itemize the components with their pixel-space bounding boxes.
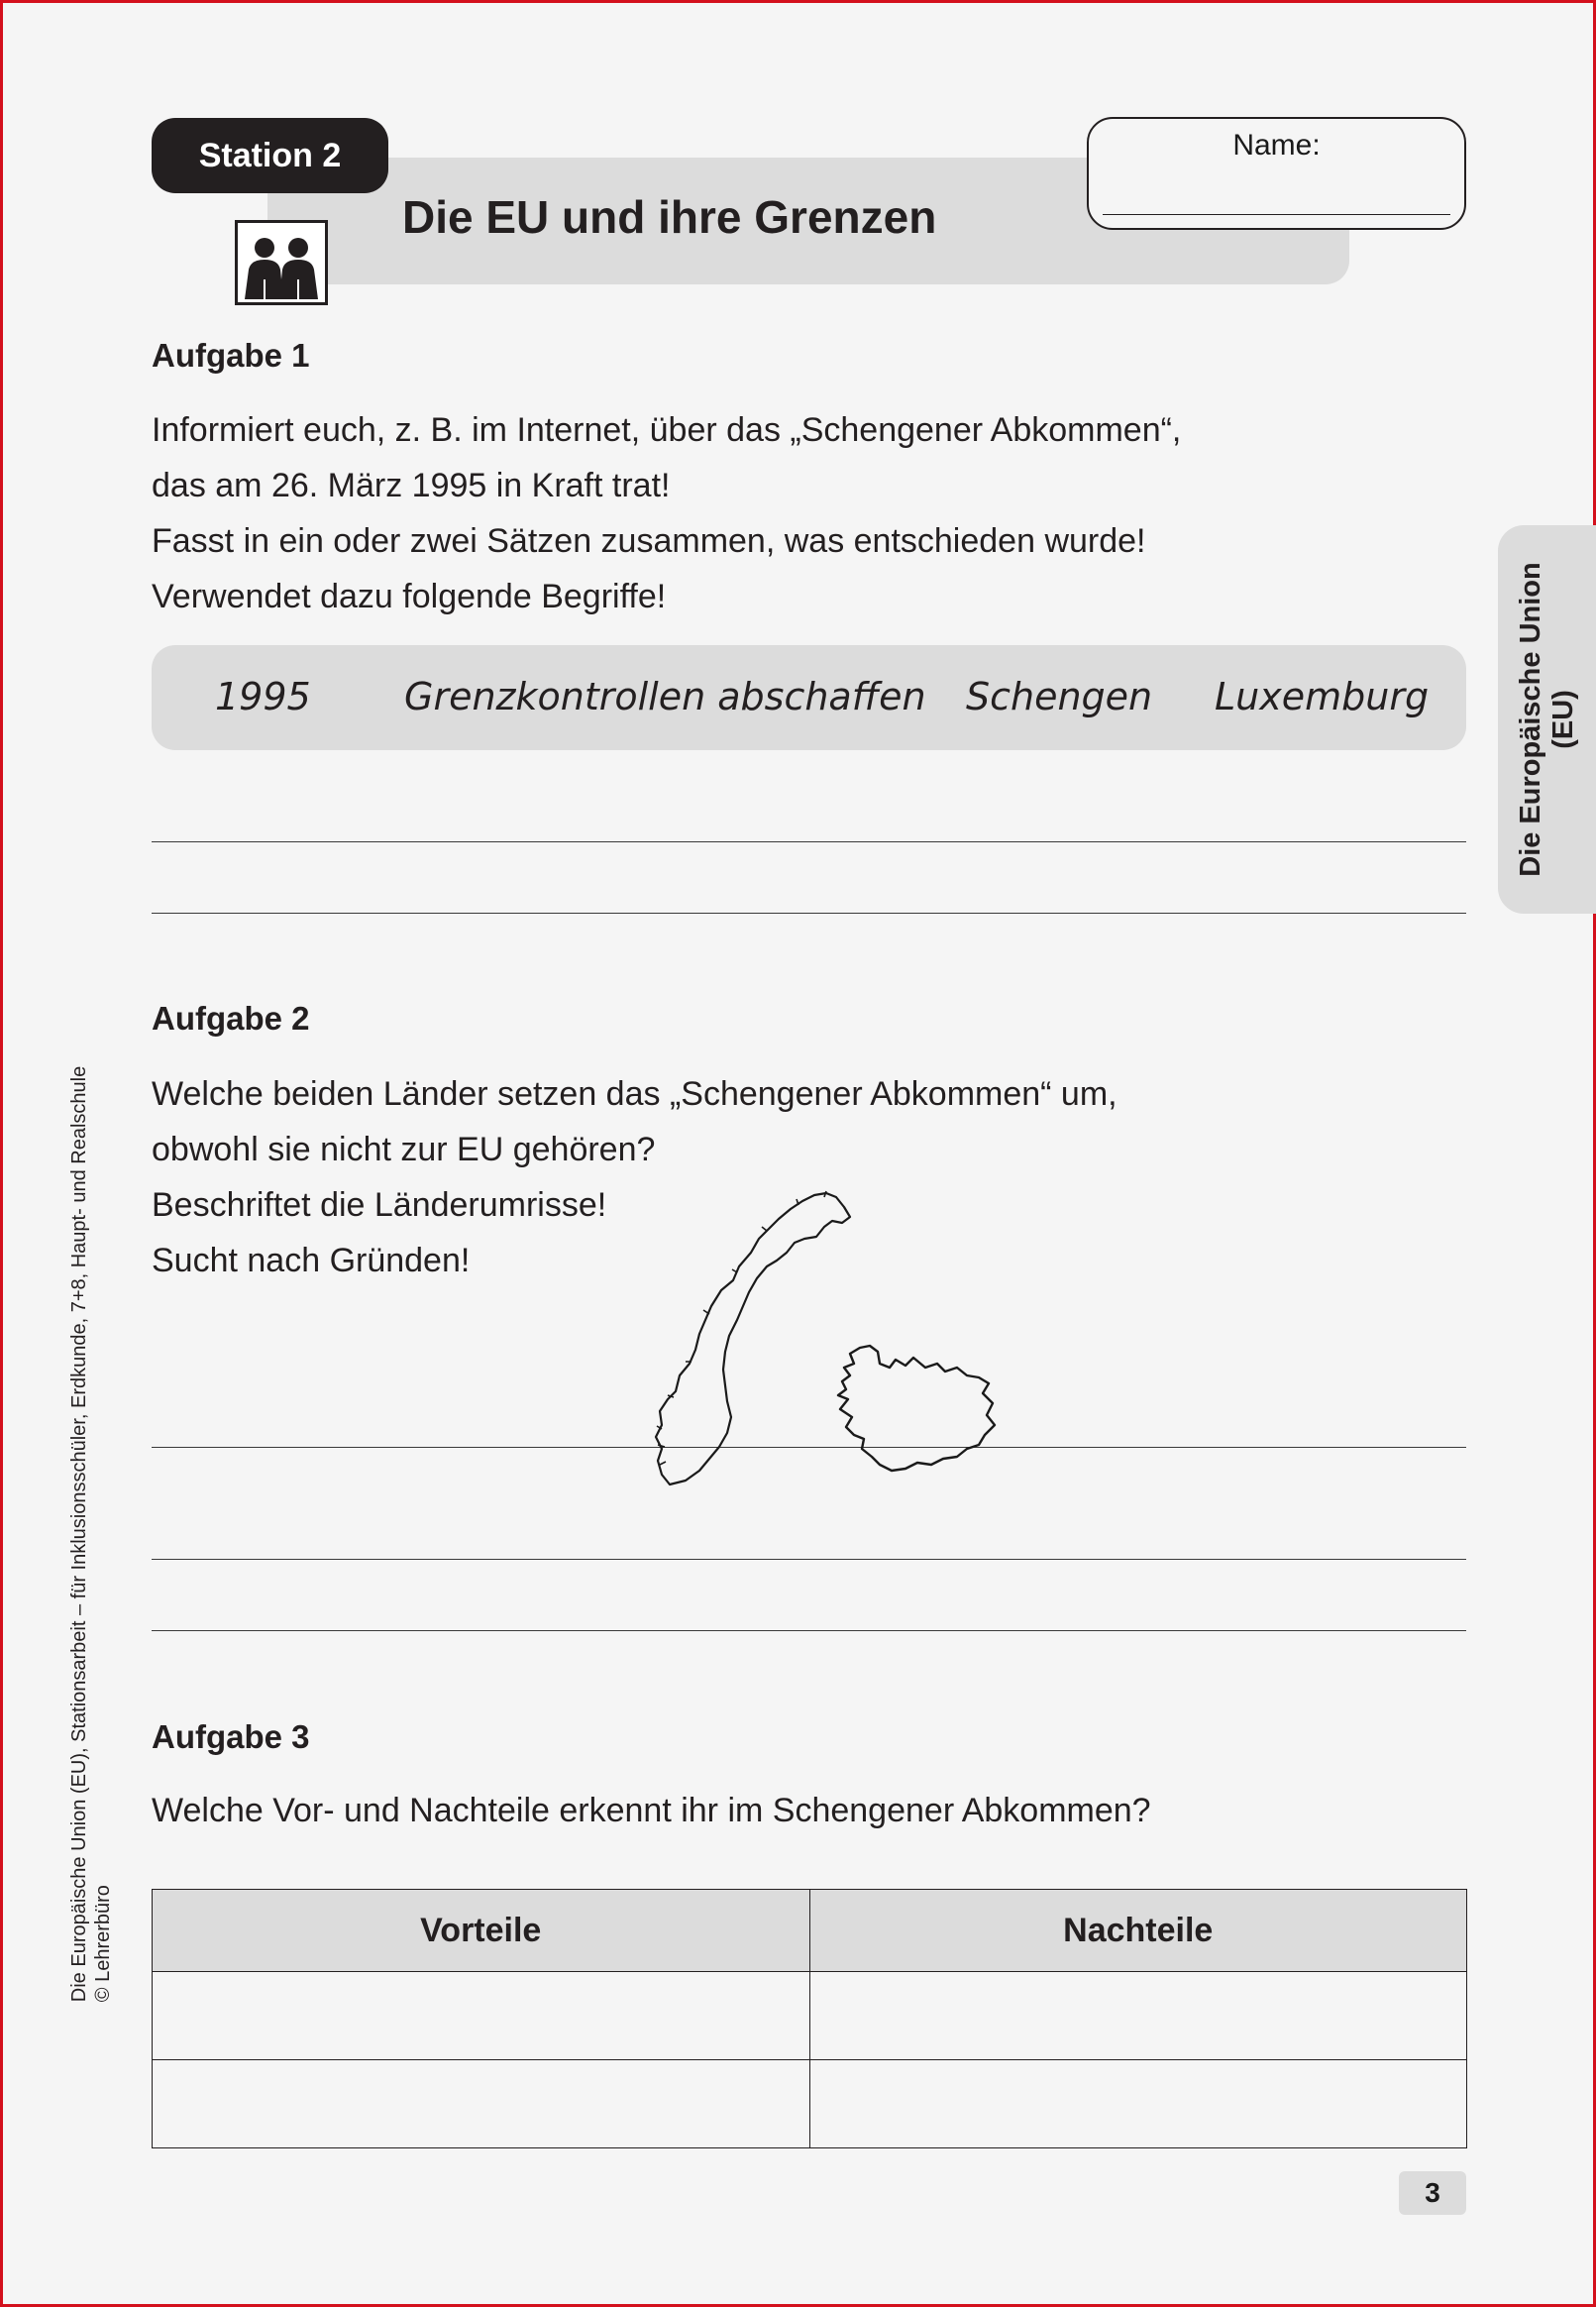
task1-line: Fasst in ein oder zwei Sätzen zusammen, was entschieden wurde! bbox=[152, 522, 1146, 560]
credits-line2: © Lehrerbüro bbox=[92, 1885, 114, 2003]
iceland-outline bbox=[834, 1338, 1001, 1477]
task1-line: Verwendet dazu folgende Begriffe! bbox=[152, 578, 667, 615]
term-luxemburg: Luxemburg bbox=[1215, 675, 1430, 718]
task3-question: Welche Vor- und Nachteile erkennt ihr im Schengener Abkommen? bbox=[152, 1792, 1151, 1829]
table-row bbox=[153, 1972, 1467, 2060]
name-label: Name: bbox=[1232, 129, 1321, 162]
answer-line[interactable] bbox=[152, 1630, 1466, 1631]
table-header-row bbox=[153, 1890, 1467, 1972]
task1-line: Informiert euch, z. B. im Internet, über das „Schengener Abkommen“, bbox=[152, 411, 1182, 449]
chapter-tab-label bbox=[1515, 562, 1580, 876]
task2-line: obwohl sie nicht zur EU gehören? bbox=[152, 1131, 656, 1168]
table-cell-vorteile[interactable] bbox=[153, 2060, 810, 2148]
chapter-tab-line2: (EU) bbox=[1547, 690, 1579, 749]
name-field[interactable] bbox=[1087, 117, 1466, 230]
norway-outline bbox=[650, 1187, 858, 1490]
term-schengen: Schengen bbox=[966, 675, 1153, 718]
answer-line[interactable] bbox=[152, 841, 1466, 842]
task1-line: das am 26. März 1995 in Kraft trat! bbox=[152, 467, 671, 504]
partner-work-icon bbox=[235, 220, 328, 305]
station-badge: Station 2 bbox=[152, 118, 388, 193]
task3-heading: Aufgabe 3 bbox=[152, 1718, 310, 1755]
task2-line: Welche beiden Länder setzen das „Schengener Abkommen“ um, bbox=[152, 1075, 1117, 1113]
table-cell-nachteile[interactable] bbox=[809, 2060, 1467, 2148]
task2-line: Sucht nach Gründen! bbox=[152, 1242, 471, 1279]
column-header-nachteile: Nachteile bbox=[809, 1890, 1467, 1972]
page-number: 3 bbox=[1399, 2171, 1466, 2215]
page-title: Die EU und ihre Grenzen bbox=[402, 191, 937, 243]
task2-line: Beschriftet die Länderumrisse! bbox=[152, 1186, 607, 1224]
task1-text bbox=[152, 402, 1181, 624]
pros-cons-table bbox=[152, 1889, 1467, 2148]
column-header-vorteile: Vorteile bbox=[153, 1890, 810, 1972]
name-write-line[interactable] bbox=[1103, 214, 1450, 215]
table-row bbox=[153, 2060, 1467, 2148]
credits bbox=[67, 1066, 115, 2002]
term-1995: 1995 bbox=[215, 675, 311, 718]
chapter-tab-line1: Die Europäische Union bbox=[1515, 562, 1546, 877]
term-grenzkontrollen: Grenzkontrollen abschaffen bbox=[404, 675, 926, 718]
table-cell-vorteile[interactable] bbox=[153, 1972, 810, 2060]
credits-line1: Die Europäische Union (EU), Stationsarbeit – für Inklusionsschüler, Erdkunde, 7+8, Haupt- und Realschule bbox=[68, 1065, 90, 2003]
task1-heading: Aufgabe 1 bbox=[152, 337, 310, 374]
task2-text bbox=[152, 1066, 1117, 1288]
task2-heading: Aufgabe 2 bbox=[152, 1000, 310, 1037]
answer-line[interactable] bbox=[152, 1559, 1466, 1560]
answer-line[interactable] bbox=[152, 913, 1466, 914]
table-cell-nachteile[interactable] bbox=[809, 1972, 1467, 2060]
